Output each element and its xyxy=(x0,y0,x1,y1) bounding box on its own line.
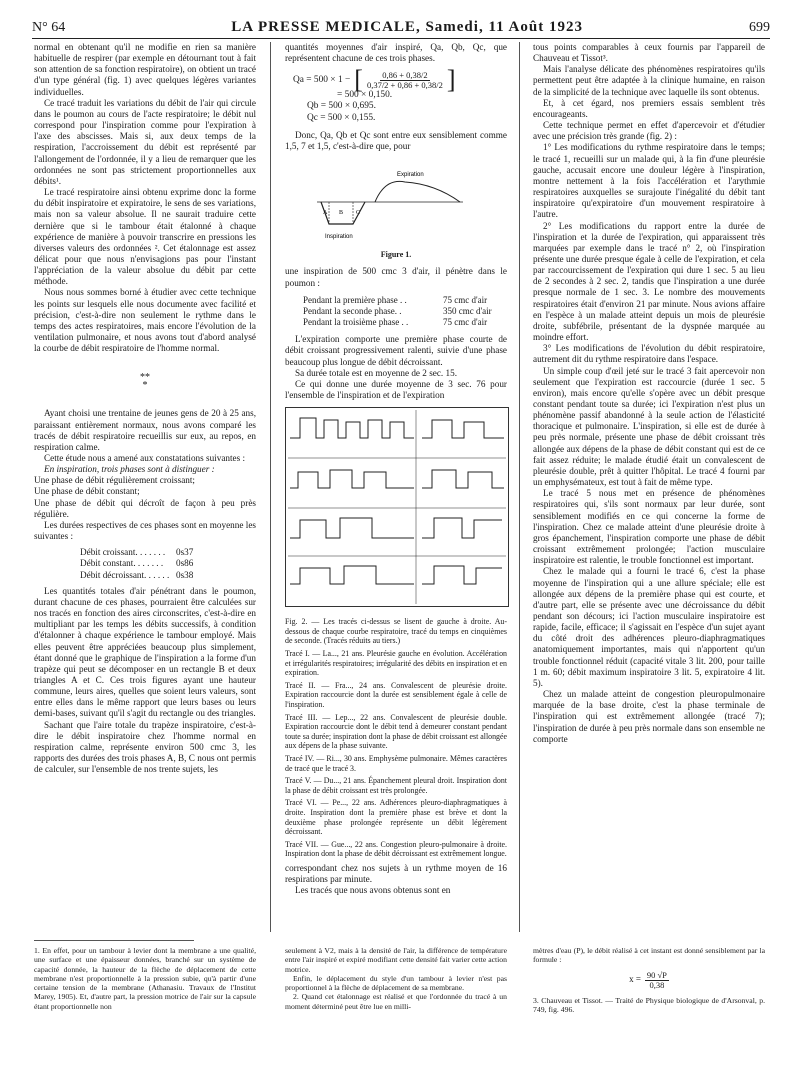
paragraph: 1° Les modifications du rythme respiratoire dans le temps; le tracé 1, recueilli sur un malade qui, à la fin d'une pleurésie gauche, accusait encore une douleur légère à l'inspiration, montre nettement à la fois l'accélération et l'arythmie respiratoires auxquelles se surajoute l'inégalité du débit tant inspiratoire qu'expiratoire d'un mouvement respiratoire à l'autre. xyxy=(533,142,765,220)
equation-result: = 500 × 0,150. xyxy=(337,90,393,101)
section-separator: ** * xyxy=(140,372,150,392)
trace-note: Tracé V. — Du..., 21 ans. Épanchement pleural droit. Inspiration dont la phase de débit croissant est très prolongée. xyxy=(285,776,507,795)
equation-block: Qa = 500 × 1 − [ $\frac{0,86 + 0,38/2}{0,37/2 + 0,86 + 0,38/2}$ ] = 500 × 0,150. Qb = 500 × 0,695. Qc = 500 × 0,155. xyxy=(293,70,507,123)
footnote-2 xyxy=(285,946,507,1011)
paragraph: Cette étude nous a amené aux constatations suivantes : xyxy=(44,453,246,463)
table-row xyxy=(303,295,507,306)
figure-1-diagram xyxy=(315,158,465,244)
row-value: 75 cmc d'air xyxy=(443,317,488,328)
paragraph: 3° Les modifications de l'évolution du débit respiratoire, autrement dit du rythme respiratoire dans l'espace. xyxy=(533,343,765,365)
page-header xyxy=(32,14,770,39)
formula xyxy=(533,971,765,990)
equation-result: Qb = 500 × 0,695. xyxy=(307,101,376,112)
paragraph: Cette technique permet en effet d'apercevoir et d'étudier avec une précision très grande (fig. 2) : xyxy=(533,120,765,142)
figure-1-caption: Figure 1. xyxy=(380,250,412,260)
paragraph: L'expiration comporte une première phase courte de débit croissant progressivement ralenti, suivie d'une phase beaucoup plus longue de débit décroissant. xyxy=(285,334,507,367)
row-value: 0s37 xyxy=(176,547,194,558)
column-2 xyxy=(285,42,507,896)
paragraph: Donc, Qa, Qb et Qc sont entre eux sensiblement comme 1,5, 7 et 1,5, c'est-à-dire que, pour xyxy=(285,129,507,151)
paragraph: 2° Les modifications du rapport entre la durée de l'inspiration et la durée de l'expiration, qui apparaissent très marquées par exemple dans le tracé n° 2, où l'inspiration présente une durée presque égale à celle de l'expiration, et cela par raccourcissement de l'expiration qui dure 1 sec. 5 au lieu de 2 secondes à 2 sec. 2, tandis que l'inspiration a une durée presque normale de 1 sec. 3. Le nombre des mouvements respiratoires était d'environ 21 par minute. Nous avions affaire en l'espèce à un malade atteint depuis un mois de pleurésie droite, subfébrile, présentant de la dyspnée marquée au moindre effort. xyxy=(533,220,765,343)
equation-result: Qc = 500 × 0,155. xyxy=(307,112,376,123)
table-row xyxy=(303,306,507,317)
row-label: Pendant la seconde phase. . xyxy=(303,305,402,316)
paragraph: Une phase de débit régulièrement croissant; xyxy=(34,475,195,486)
trace-note: Tracé IV. — Ri..., 30 ans. Emphysème pulmonaire. Mêmes caractères de tracé que le tracé 3. xyxy=(285,754,507,773)
paragraph: Les tracés que nous avons obtenus sont en xyxy=(295,885,451,896)
trace-note: Tracé VII. — Gue..., 22 ans. Congestion pleuro-pulmonaire à droite. Inspiration dont la phase de débit décroissant est extrêmement longue. xyxy=(285,839,507,859)
equation-numerator: 0,86 + 0,38/2 xyxy=(382,69,428,80)
paragraph: Un simple coup d'œil jeté sur le tracé 3 fait apercevoir non seulement que l'expiration est raccourcie (durée 1 sec. 5 environ), mais encore qu'elle s'opère avec un débit presque constant pendant toute sa durée; ici l'expiration n'est plus un phénomène passif abandonné à la seule action de l'élasticité thoracique et pulmonaire. L'inspiration, si elle est de durée à peu près normale, présente une phase de débit croissant très allongée aux dépens de la phase de débit constant qui est de ce fait assez réduite; le malade étudié était un convalescent de pleurésie double, prêt à quitter l'hôpital. Le tracé 4 fourni par un emphysémateux, est tout à fait de même type. xyxy=(533,365,765,488)
journal-title: LA PRESSE MEDICALE, Samedi, 11 Août 1923 xyxy=(231,19,583,35)
paragraph: Sa durée totale est en moyenne de 2 sec. 15. xyxy=(295,367,458,378)
footnote-rule xyxy=(34,940,194,941)
paragraph: Ce tracé traduit les variations du débit de l'air qui circule dans le poumon au cours de l'acte respiratoire; le débit nul correspond pour l'inspiration comme pour l'expiration à l'axe des abscisses. Mais si, aux deux temps de la respiration, l'accroissement du débit est représenté par l'allongement de l'ordonnée, il y a lieu de remarquer que les ordonnées ne sont pas strictement proportionnelles aux débits¹. xyxy=(34,97,256,186)
row-label: Débit décroissant. . . . . . xyxy=(80,569,170,580)
paragraph: Sachant que l'aire totale du trapèze inspiratoire, c'est-à-dire le débit inspiratoire chez l'homme normal en respiration calme, représente environ 500 cmc 3, les rapports des durées des trois phases A, B, C nous ont permis de calculer, sur l'ensemble de nos trente sujets, les xyxy=(34,719,256,775)
row-label: Pendant la première phase . . xyxy=(303,294,407,305)
row-value: 0s38 xyxy=(176,569,194,580)
footnote-1: 1. En effet, pour un tambour à levier dont la membrane a une qualité, une surface et une épaisseur données, branché sur un système de capacité donnée, la hauteur de la flèche de déplacement de cette membrane n'est proportionnelle à la pression subie, qu'à partir d'une certaine tension de la membrane (Athanasiu. Travaux de l'Institut Marey, 1905). Et, d'autre part, la pression motrice de l'air sur la capsule étant proportionnelle non xyxy=(34,946,256,1011)
paragraph: Nous nous sommes borné à étudier avec cette technique les points sur lesquels elle nous documente avec facilité et précision, c'est-à-dire non seulement le rythme dans le temps des actes respiratoires, mais encore l'évolution de la ventilation pulmonaire, et nous avons tout d'abord analysé la courbe de débit respiratoire de l'homme normal. xyxy=(34,287,256,354)
table-row xyxy=(80,570,256,581)
trace-note: Tracé III. — Lep..., 22 ans. Convalescent de pleurésie double. Expiration raccourcie dont le débit tend à demeurer constant pendant toute sa durée; inspiration dont la phase de débit croissant est allongée aux dépens de la phase suivante. xyxy=(285,712,507,751)
table-row xyxy=(303,317,507,328)
paragraph: Une phase de débit constant; xyxy=(34,486,140,497)
footnote-text: mètres d'eau (P), le débit réalisé à cet instant est donné sensiblement par la formule : xyxy=(533,946,765,965)
row-value: 350 cmc d'air xyxy=(443,305,492,316)
column-rule-1 xyxy=(270,42,271,932)
paragraph: une inspiration de 500 cmc 3 d'air, il pénètre dans le poumon : xyxy=(285,266,507,288)
formula-numerator: 90 √P xyxy=(646,969,667,980)
durations-table xyxy=(80,547,256,580)
equation-denominator: 0,37/2 + 0,86 + 0,38/2 xyxy=(366,79,443,90)
paragraph: Mais l'analyse délicate des phénomènes respiratoires qu'ils permettent peut être adaptée à la clinique humaine, en raison de la simplicité de la technique avec laquelle ils sont obtenus. xyxy=(533,64,765,97)
paragraph: Chez un malade atteint de congestion pleuropulmonaire marquée de la base droite, c'est la phase terminale de l'inspiration qui est extrêmement allongée (tracé 7); l'inspiration de durée à peu près normale dans son ensemble ne comporte xyxy=(533,689,765,744)
figure-label: Inspiration xyxy=(325,234,353,241)
figure-2-caption: Fig. 2. — Les tracés ci-dessus se lisent de gauche à droite. Au-dessous de chaque courbe respiratoire, tracé du temps en cinquièmes de seconde. (Tracés réduits au tiers.) xyxy=(285,617,507,646)
figure-label: Expiration xyxy=(397,172,424,179)
row-value: 75 cmc d'air xyxy=(443,294,488,305)
trace-note: Tracé I. — La..., 21 ans. Pleurésie gauche en évolution. Accélération et irrégularités respiratoires; irrégularité des débits en inspiration et en expiration. xyxy=(285,649,507,678)
table-row xyxy=(80,558,256,569)
row-label: Débit constant. . . . . . . xyxy=(80,558,164,569)
paragraph: Le tracé respiratoire ainsi obtenu exprime donc la forme du débit inspiratoire et expiratoire, le sens de ses variations, mais non sa valeur absolue. Il ne saurait traduire cette dernière que si le tambour était étalonné à chaque expérience de manière à pouvoir transcrire en pressions les diverses valeurs des ordonnées ². Cet étalonnage est assez délicat pour que nous n'envisagions pas pour l'instant l'appréciation de la valeur absolue du débit par cette méthode. xyxy=(34,187,256,287)
formula-lhs: x = xyxy=(629,974,641,985)
row-label: Pendant la troisième phase . . xyxy=(303,317,409,328)
footnote-text: seulement à V2, mais à la densité de l'air, la différence de température entre l'air inspiré et expiré modifiant cette densité fait varier cette action motrice. xyxy=(285,946,507,974)
trace-note: Tracé VI. — Pe..., 22 ans. Adhérences pleuro-diaphragmatiques à droite. Inspiration dont la première phase est brève et dont la deuxième phase prolongée représente un débit légèrement décroissant. xyxy=(285,798,507,837)
paragraph: Le tracé 5 nous met en présence de phénomènes respiratoires qui, s'ils sont normaux par leur durée, sont sensiblement modifiés en ce qui concerne la forme de l'inspiration. Chez ce malade atteint d'une pleurésie droite à gros épanchement, l'inspiration comporte une phase de débit croissant extrêmement prolongée; l'action musculaire inspiratoire est ralentie, le trouble fonctionnel est important. xyxy=(533,488,765,566)
page-number-left: N° 64 xyxy=(32,20,66,35)
row-label: Débit croissant. . . . . . . xyxy=(80,547,166,558)
column-1 xyxy=(34,42,256,775)
paragraph: Ce qui donne une durée moyenne de 3 sec. 76 pour l'ensemble de l'inspiration et de l'expiration xyxy=(285,378,507,400)
paragraph: Les durées respectives de ces phases sont en moyenne les suivantes : xyxy=(34,519,256,542)
figure-label: A xyxy=(323,210,328,217)
table-row xyxy=(80,547,256,558)
paragraph: normal en obtenant qu'il ne modifie en rien sa manière habituelle de respirer (par exemple en détournant tout à fait son attention de sa fonction respiratoire), on obtient un tracé d'un type général (fig. 1) avec quelques légères variantes individuelles. xyxy=(34,42,256,97)
trace-note: Tracé II. — Fra..., 24 ans. Convalescent de pleurésie droite. Expiration raccourcie dont la durée est sensiblement égale à celle de l'inspiration. xyxy=(285,680,507,710)
figure-label: C xyxy=(356,210,361,217)
paragraph: quantités moyennes d'air inspiré, Qa, Qb, Qc, que représentent chacune de ces trois phases. xyxy=(285,42,507,64)
paragraph: Les quantités totales d'air pénétrant dans le poumon, durant chacune de ces phases, pourraient être calculées sur nos tracés en fonction des aires circonscrites, c'est-à-dire en multipliant par les temps les débits successifs, à condition d'étalonner à chaque expérience le tambour employé. Mais elles peuvent être appréciées beaucoup plus simplement, étant donné que le graphique de l'inspiration a la forme d'un trapèze qui peut se décomposer en un rectangle B et deux triangles A et C. Ces trois figures ayant une hauteur commune, leurs aires, quelles que soient leurs valeurs, sont entre elles dans le même rapport que leurs bases ou leurs demi-bases, suivant qu'il s'agit du rectangle ou des triangles. xyxy=(34,585,256,719)
paragraph: Chez le malade qui a fourni le tracé 6, c'est la phase moyenne de l'inspiration qui a une allure spéciale; elle est allongée aux dépens de la première phase qui est courte, et d'autre part, elle se présente avec une décroissance du débit pendant son décours; ici l'action musculaire inspiratoire est rapide, facile, efficace; il s'agissait en l'espèce d'un sujet ayant du côté droit des adhérences pleuro-diaphragmatiques anatomiquement importantes, mais qui n'apportent qu'un trouble fonctionnel réduit (capacité vitale 3 lit. 200, pour taille 1 m. 60; débit maximum inspiratoire 3 lit. 5, expiratoire 4 lit. 5). xyxy=(533,566,765,688)
phases-table xyxy=(285,295,507,328)
paragraph: Et, à cet égard, nos premiers essais semblent très encourageants. xyxy=(533,97,765,119)
column-3 xyxy=(533,42,765,745)
paragraph: En inspiration, trois phases sont à distinguer : xyxy=(44,464,215,475)
page-number-right: 699 xyxy=(748,20,770,35)
paragraph: Une phase de débit qui décroît de façon à peu près régulière. xyxy=(34,497,256,519)
paragraph: correspondant chez nos sujets à un rythme moyen de 16 respirations par minute. xyxy=(285,862,507,885)
paragraph: tous points comparables à ceux fournis par l'appareil de Chauveau et Tissot³. xyxy=(533,42,765,64)
footnote-3 xyxy=(533,946,765,1014)
paragraph: Ayant choisi une trentaine de jeunes gens de 20 à 25 ans, paraissant entièrement normaux, nous avons comparé les tracés de débit respiratoire recueillis sur eux, au repos, en respiration calme. xyxy=(34,408,256,452)
column-rule-2 xyxy=(519,42,520,932)
formula-denominator: 0,38 xyxy=(649,979,665,990)
equation-lhs: Qa = 500 × 1 − xyxy=(293,74,351,85)
footnote-text: Enfin, le déplacement du style d'un tambour à levier n'est pas proportionnel à la flèche de déplacement de sa membrane. xyxy=(285,973,507,993)
figure-2-tracings xyxy=(285,407,509,607)
footnote-text: 2. Quand cet étalonnage est réalisé et que l'ordonnée du tracé à un moment déterminé peut être lue en milli- xyxy=(285,992,507,1011)
row-value: 0s86 xyxy=(176,558,194,569)
footnote-text: 3. Chauveau et Tissot. — Traité de Physique biologique de d'Arsonval, p. 749, fig. 496. xyxy=(533,995,765,1014)
figure-label: B xyxy=(339,210,344,217)
